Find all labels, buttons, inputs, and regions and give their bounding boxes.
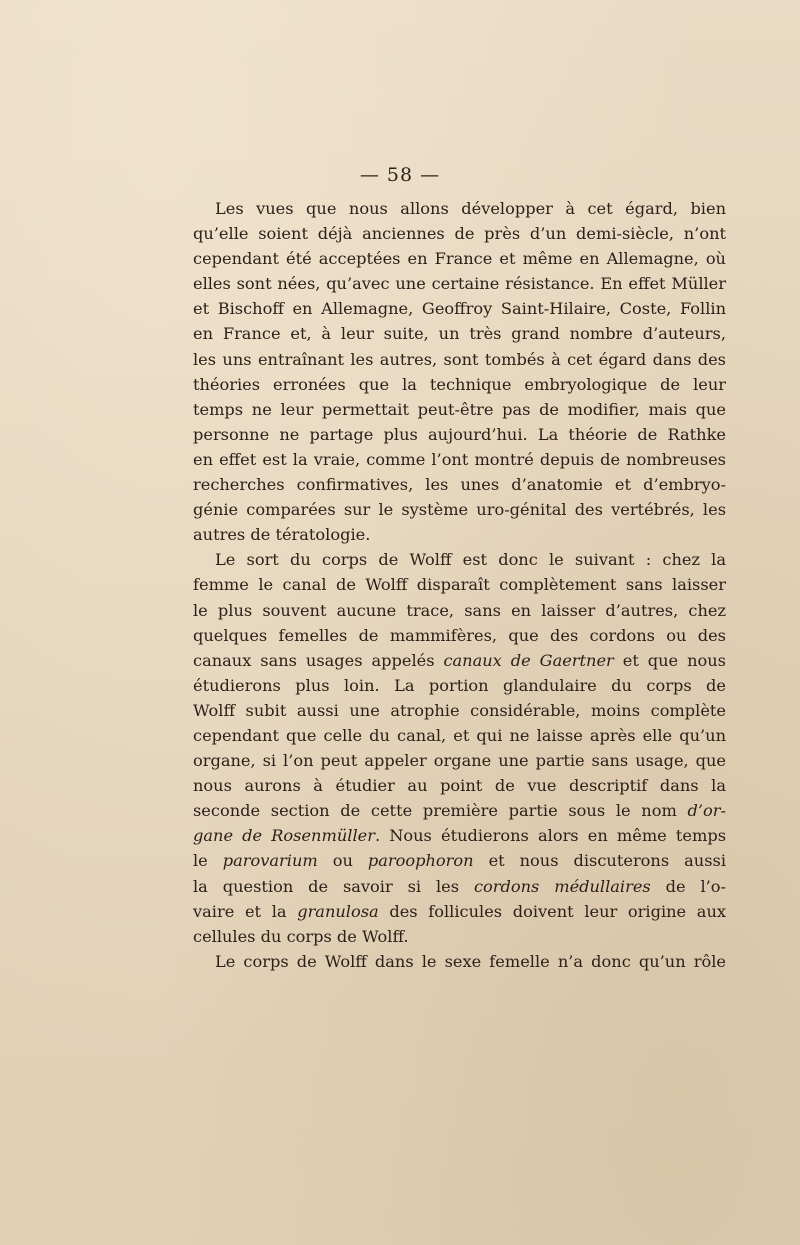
- page-number: — 58 —: [359, 164, 441, 186]
- text-run: le: [193, 851, 223, 871]
- text-line: [193, 422, 726, 447]
- text-line: [193, 648, 726, 673]
- text-run: et que nous: [613, 650, 726, 670]
- text-line: [193, 698, 726, 723]
- text-line: [193, 372, 726, 397]
- text-run: cependant été acceptées en France et même en Allemagne, où: [193, 249, 726, 269]
- text-line: [193, 547, 726, 572]
- text-run: personne ne partage plus aujourd’hui. La théorie de Rathke: [193, 424, 726, 444]
- text-line: [193, 874, 726, 899]
- text-run: femme le canal de Wolff disparaît complètement sans laisser: [193, 575, 726, 595]
- text-line: [193, 723, 726, 748]
- italic-text: parovarium: [222, 851, 318, 871]
- text-line: [193, 321, 726, 346]
- text-run: cependant que celle du canal, et qui ne laisse après elle qu’un: [193, 725, 726, 745]
- text-run: nous aurons à étudier au point de vue descriptif dans la: [193, 776, 726, 796]
- text-line: [193, 949, 726, 974]
- text-run: en France et, à leur suite, un très grand nombre d’auteurs,: [193, 324, 726, 344]
- text-run: temps ne leur permettait peut-être pas de modifier, mais que: [193, 399, 726, 419]
- text-run: le plus souvent aucune trace, sans en laisser d’autres, chez: [193, 600, 726, 620]
- text-run: . Nous étudierons alors en même temps: [374, 826, 726, 846]
- text-line: [193, 823, 726, 848]
- text-run: quelques femelles de mammifères, que des cordons ou des: [193, 625, 726, 645]
- text-line: [193, 623, 726, 648]
- text-line: [193, 522, 726, 547]
- text-line: [193, 798, 726, 823]
- body-text: [193, 196, 726, 974]
- italic-text: canaux de Gaertner: [443, 650, 614, 670]
- text-run: Le corps de Wolff dans le sexe femelle n’a donc qu’un rôle: [215, 951, 726, 971]
- text-run: ou: [317, 851, 368, 871]
- italic-text: paroophoron: [367, 851, 474, 871]
- text-run: en effet est la vraie, comme l’ont montré depuis de nombreuses: [193, 449, 726, 469]
- text-run: Le sort du corps de Wolff est donc le suivant : chez la: [215, 550, 726, 570]
- text-run: vaire et la: [193, 901, 298, 921]
- text-run: Les vues que nous allons développer à cet égard, bien: [215, 199, 726, 218]
- text-run: cellules du corps de Wolff.: [193, 926, 409, 946]
- italic-text: cordons médullaires: [473, 876, 651, 896]
- text-line: [193, 347, 726, 372]
- text-run: et Bischoff en Allemagne, Geoffroy Saint-Hilaire, Coste, Follin: [193, 299, 726, 319]
- text-run: elles sont nées, qu’avec une certaine résistance. En effet Müller: [193, 274, 726, 294]
- text-line: [193, 447, 726, 472]
- text-line: [193, 572, 726, 597]
- text-line: [193, 773, 726, 798]
- text-line: [193, 924, 726, 949]
- text-run: étudierons plus loin. La portion glandulaire du corps de: [193, 675, 726, 695]
- italic-text: gane de Rosenmüller: [193, 826, 375, 846]
- text-run: canaux sans usages appelés: [193, 650, 444, 670]
- text-line: [193, 673, 726, 698]
- text-run: qu’elle soient déjà anciennes de près d’un demi-siècle, n’ont: [193, 224, 726, 244]
- text-run: génie comparées sur le système uro-génital des vertébrés, les: [193, 500, 726, 520]
- text-line: [193, 221, 726, 246]
- text-run: Wolff subit aussi une atrophie considérable, moins complète: [193, 700, 726, 720]
- text-line: [193, 271, 726, 296]
- text-line: [193, 196, 726, 221]
- text-line: [193, 497, 726, 522]
- text-line: [193, 748, 726, 773]
- text-line: [193, 848, 726, 873]
- text-line: [193, 397, 726, 422]
- text-line: [193, 246, 726, 271]
- text-run: autres de tératologie.: [193, 525, 371, 545]
- text-run: organe, si l’on peut appeler organe une partie sans usage, que: [193, 751, 726, 771]
- italic-text: d’or-: [687, 801, 726, 821]
- text-run: et nous discuterons aussi: [473, 851, 727, 871]
- text-run: seconde section de cette première partie sous le nom: [193, 801, 688, 821]
- text-line: [193, 899, 726, 924]
- text-run: théories erronées que la technique embryologique de leur: [193, 374, 726, 394]
- text-run: des follicules doivent leur origine aux: [378, 901, 727, 921]
- text-line: [193, 598, 726, 623]
- text-line: [193, 472, 726, 497]
- text-run: de l’o-: [650, 876, 727, 896]
- text-line: [193, 296, 726, 321]
- text-run: recherches confirmatives, les unes d’anatomie et d’embryo-: [193, 475, 726, 495]
- text-run: la question de savoir si les: [193, 876, 474, 896]
- italic-text: granulosa: [297, 901, 379, 921]
- text-run: les uns entraînant les autres, sont tombés à cet égard dans des: [193, 349, 726, 369]
